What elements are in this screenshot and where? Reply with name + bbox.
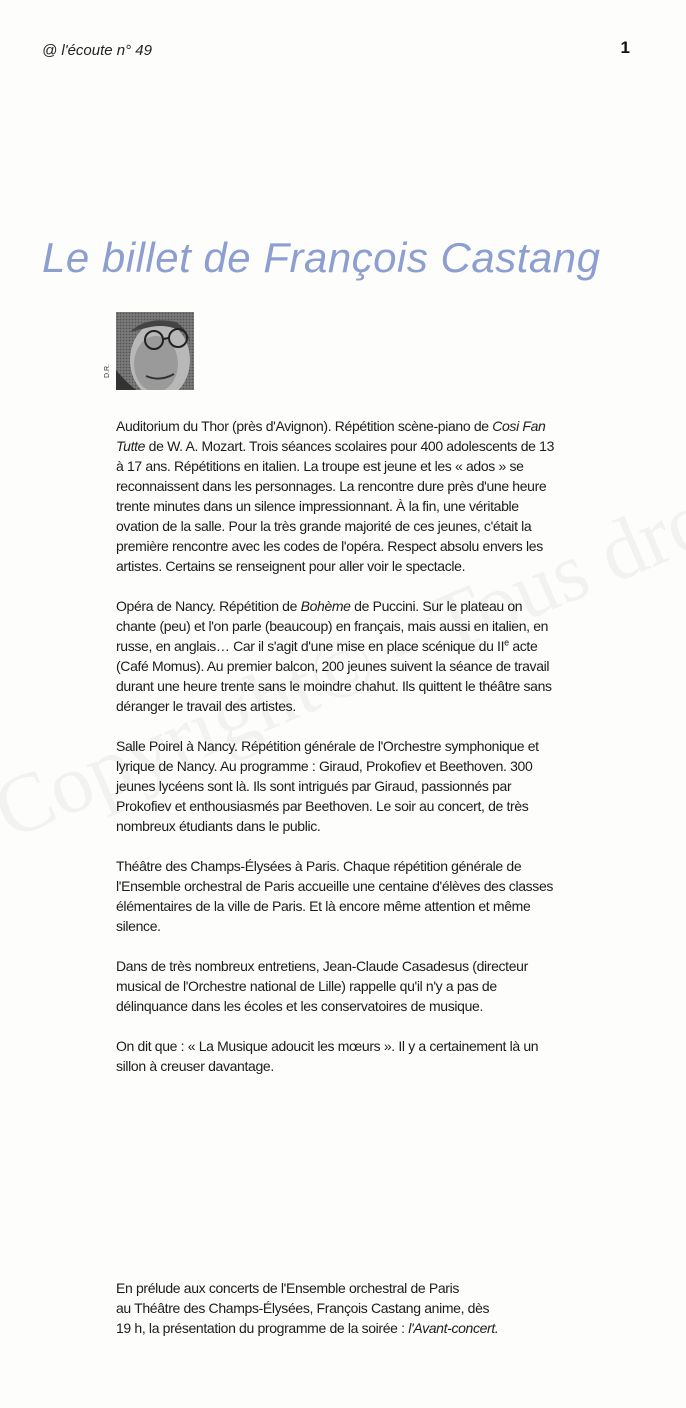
publication-header: @ l'écoute n° 49 xyxy=(42,42,152,59)
footer-line-2: au Théâtre des Champs-Élysées, François Castang anime, dès xyxy=(116,1300,490,1316)
paragraph-thor: Auditorium du Thor (près d'Avignon). Répétition scène-piano de Cosi Fan Tutte de W. A. Mozart. Trois séances scolaires pour 400 adolescents de 13 à 17 ans. Répétitions en italien. La troupe est jeune et les « ados » se reconnaissent dans les personnages. La rencontre dure près d'une heure trente minutes dans un silence impressionnant. À la fin, une véritable ovation de la salle. Pour la très grande majorité de ces jeunes, c'était la première rencontre avec les codes de l'opéra. Respect absolu envers les artistes. Certains se renseignent pour aller voir le spectacle. xyxy=(116,418,554,574)
page-number: 1 xyxy=(620,38,630,57)
page-title: Le billet de François Castang xyxy=(42,234,601,281)
photo-credit: D.R. xyxy=(104,364,111,378)
paragraph-casadesus: Dans de très nombreux entretiens, Jean-Claude Casadesus (directeur musical de l'Orchestre national de Lille) rappelle qu'il n'y a pas de délinquance dans les écoles et les conservatoires de musique. xyxy=(116,958,528,1014)
paragraph-nancy-opera: Opéra de Nancy. Répétition de Bohème de Puccini. Sur le plateau on chante (peu) et l'on parle (beaucoup) en français, mais aussi en italien, en russe, en anglais… Car il s'agit d'une mise en place scénique du IIe acte (Café Momus). Au premier balcon, 200 jeunes suivent la séance de travail durant une heure trente sans le moindre chahut. Ils quittent le théâtre sans déranger le travail des artistes. xyxy=(116,598,552,714)
author-portrait xyxy=(116,312,194,390)
portrait-image xyxy=(116,312,194,390)
footer-note xyxy=(116,1278,576,1338)
footer-line-3: 19 h, la présentation du programme de la soirée : l'Avant-concert. xyxy=(116,1320,499,1336)
paragraph-salle-poirel: Salle Poirel à Nancy. Répétition générale de l'Orchestre symphonique et lyrique de Nancy. Au programme : Giraud, Prokofiev et Beethoven. 300 jeunes lycéens sont là. Ils sont intrigués par Giraud, passionnés par Prokofiev et enthousiasmés par Beethoven. Le soir au concert, de très nombreux étudiants dans le public. xyxy=(116,738,539,834)
paragraph-conclusion: On dit que : « La Musique adoucit les mœurs ». Il y a certainement là un sillon à creuser davantage. xyxy=(116,1038,539,1074)
paragraph-champs-elysees: Théâtre des Champs-Élysées à Paris. Chaque répétition générale de l'Ensemble orchestral de Paris accueille une centaine d'élèves des classes élémentaires de la ville de Paris. Et là encore même attention et même silence. xyxy=(116,858,554,934)
footer-line-1: En prélude aux concerts de l'Ensemble orchestral de Paris xyxy=(116,1280,460,1296)
article-body xyxy=(116,416,556,1096)
